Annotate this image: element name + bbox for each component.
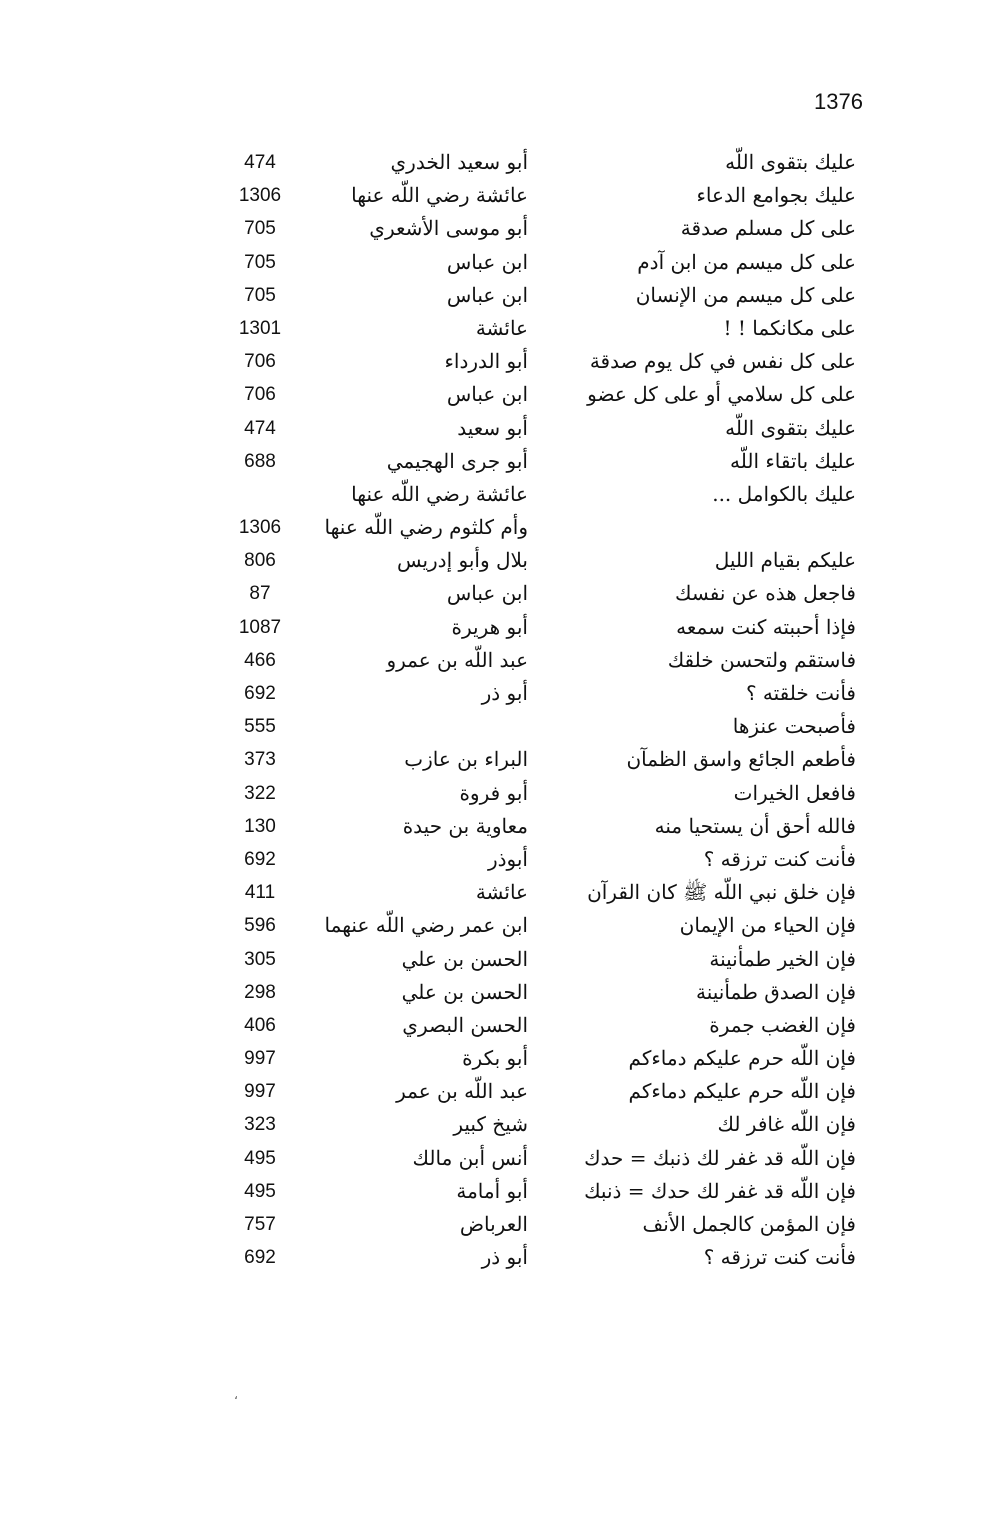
hadith-text: عليكم بقيام الليل	[714, 548, 856, 573]
index-row	[230, 212, 856, 245]
narrator-name: العرباض	[459, 1212, 528, 1236]
index-row	[230, 843, 856, 876]
page-reference: 466	[244, 649, 276, 671]
hadith-text: فافعل الخيرات	[733, 780, 856, 805]
hadith-text: فإن الحياء من الإيمان	[679, 913, 856, 938]
page-reference: 495	[244, 1180, 276, 1202]
narrator-name: ابن عباس	[446, 382, 528, 407]
page-reference: 1301	[238, 317, 282, 339]
narrator-name: الحسن بن علي	[401, 946, 528, 971]
narrator-name: عبد اللّه بن عمر	[396, 1079, 528, 1104]
index-row	[230, 1208, 856, 1241]
hadith-text: فإن خلق نبي اللّه ﷺ كان القرآن	[587, 880, 856, 905]
index-row	[230, 312, 856, 345]
page-reference: 705	[244, 218, 276, 240]
narrator-name: ابن عباس	[446, 249, 528, 274]
hadith-text: فإن اللّه حرم عليكم دماءكم	[628, 1079, 856, 1104]
page-reference: 705	[244, 284, 276, 306]
narrator-name	[318, 710, 528, 743]
page-reference	[230, 478, 290, 511]
index-row	[230, 1075, 856, 1108]
hadith-text: عليك بتقوى اللّه	[725, 150, 856, 174]
narrator-name: أبو سعيد الخدري	[390, 150, 528, 174]
hadith-text: عليك بجوامع الدعاء	[696, 183, 856, 208]
page-reference: 87	[249, 583, 271, 605]
page-reference: 706	[244, 351, 276, 373]
narrator-name: أبو سعيد	[457, 415, 528, 440]
hadith-text: فإن اللّه قد غفر لك حدك = ذنبك	[584, 1178, 856, 1203]
narrator-name: أنس أبن مالك	[412, 1145, 528, 1170]
page-reference: 1306	[238, 517, 282, 539]
index-row	[230, 710, 856, 743]
hadith-text: فإذا أحببته كنت سمعه	[676, 614, 856, 639]
page-reference: 322	[244, 782, 276, 804]
narrator-name: أبو موسى الأشعري	[369, 216, 528, 241]
hadith-text: عليك باتقاء اللّه	[730, 448, 856, 473]
page-reference: 555	[244, 716, 276, 738]
page-reference: 692	[244, 683, 276, 704]
narrator-name: وأم كلثوم رضي اللّه عنها	[324, 515, 528, 540]
page-reference: 688	[244, 450, 276, 472]
narrator-name: عبد اللّه بن عمرو	[386, 647, 528, 672]
narrator-name: أبو هريرة	[451, 614, 528, 639]
narrator-name: أبو ذر	[481, 1245, 528, 1270]
page-reference: 692	[244, 848, 276, 870]
narrator-name: معاوية بن حيدة	[402, 813, 528, 838]
index-row	[230, 511, 856, 544]
narrator-name: عائشة	[475, 880, 528, 905]
hadith-text: على كل ميسم من ابن آدم	[637, 249, 856, 274]
narrator-name: أبو الدرداء	[444, 349, 528, 374]
hadith-text: فأصبحت عنزها	[732, 714, 856, 739]
hadith-text: فأنت خلقته ؟	[745, 681, 856, 705]
index-row	[230, 1142, 856, 1175]
hadith-text: فاجعل هذه عن نفسك	[675, 581, 856, 606]
index-row	[230, 279, 856, 312]
index-row	[230, 909, 856, 942]
index-row	[230, 445, 856, 478]
page-reference: 596	[244, 915, 276, 937]
index-row	[230, 810, 856, 843]
page-reference: 1087	[238, 616, 282, 638]
narrator-name: أبو بكرة	[462, 1046, 528, 1071]
narrator-name: عائشة	[475, 315, 528, 340]
page-reference: 323	[244, 1114, 276, 1136]
narrator-name: شيخ كبير	[453, 1112, 528, 1137]
index-row	[230, 544, 856, 577]
narrator-name: عائشة رضي اللّه عنها	[351, 481, 528, 506]
hadith-text: فأنت كنت ترزقه ؟	[703, 1245, 856, 1270]
hadith-text: على مكانكما ! !	[723, 315, 856, 340]
narrator-name: ابن عباس	[446, 282, 528, 307]
page-reference: 705	[244, 251, 276, 273]
index-row	[230, 1175, 856, 1208]
page-reference: 806	[244, 550, 276, 572]
narrator-name: أبوذر	[487, 846, 528, 871]
page-reference: 692	[244, 1247, 276, 1269]
index-row	[230, 577, 856, 610]
index-row	[230, 378, 856, 411]
index-row	[230, 179, 856, 212]
narrator-name: الحسن بن علي	[401, 979, 528, 1004]
index-row	[230, 1241, 856, 1274]
stray-mark: ،	[234, 1388, 238, 1402]
hadith-text: فإن الغضب جمرة	[709, 1012, 856, 1037]
hadith-text: فإن الخير طمأنينة	[709, 946, 856, 971]
index-row	[230, 677, 856, 710]
page-reference: 474	[244, 417, 276, 439]
index-row	[230, 876, 856, 909]
narrator-name: عائشة رضي اللّه عنها	[351, 183, 528, 208]
hadith-text: فاستقم ولتحسن خلقك	[667, 647, 856, 672]
index-row	[230, 412, 856, 445]
hadith-text: فإن المؤمن كالجمل الأنف	[642, 1212, 856, 1236]
hadith-text: فالله أحق أن يستحيا منه	[654, 813, 856, 838]
hadith-text: عليك بالكوامل ...	[712, 481, 856, 506]
narrator-name: أبو ذر	[481, 681, 528, 705]
index-row	[230, 644, 856, 677]
index-row	[230, 1108, 856, 1141]
page-reference: 757	[244, 1214, 276, 1235]
page-reference: 305	[244, 948, 276, 970]
hadith-text: فإن الصدق طمأنينة	[696, 979, 856, 1004]
index-row	[230, 478, 856, 511]
hadith-text: فأنت كنت ترزقه ؟	[703, 846, 856, 871]
hadith-index-table	[230, 146, 856, 1274]
page-reference: 298	[244, 981, 276, 1003]
narrator-name: البراء بن عازب	[404, 747, 528, 772]
narrator-name: أبو أمامة	[456, 1178, 528, 1203]
index-row	[230, 743, 856, 776]
narrator-name: الحسن البصري	[402, 1012, 528, 1037]
hadith-text	[566, 511, 856, 544]
page-reference: 373	[244, 749, 276, 771]
page-reference: 706	[244, 384, 276, 406]
index-row	[230, 146, 856, 179]
index-row	[230, 777, 856, 810]
hadith-text: فإن اللّه قد غفر لك ذنبك = حدك	[584, 1145, 856, 1170]
page-number: 1376	[814, 89, 863, 114]
hadith-text: على كل نفس في كل يوم صدقة	[589, 349, 856, 374]
page-reference: 997	[244, 1081, 276, 1103]
hadith-text: فأطعم الجائع واسق الظمآن	[626, 747, 856, 772]
page-reference: 411	[244, 882, 276, 904]
index-row	[230, 976, 856, 1009]
hadith-text: فإن اللّه حرم عليكم دماءكم	[628, 1046, 856, 1071]
narrator-name: بلال وأبو إدريس	[396, 548, 528, 573]
hadith-text: على كل سلامي أو على كل عضو	[587, 382, 856, 407]
page-reference: 130	[244, 815, 276, 837]
page-reference: 997	[244, 1048, 276, 1070]
page-reference: 406	[244, 1014, 276, 1036]
page-reference: 1306	[238, 185, 282, 207]
index-row	[230, 345, 856, 378]
narrator-name: ابن عباس	[446, 581, 528, 606]
index-row	[230, 943, 856, 976]
hadith-text: على كل مسلم صدقة	[680, 216, 856, 241]
index-row	[230, 1009, 856, 1042]
page-reference: 495	[244, 1147, 276, 1169]
index-row	[230, 611, 856, 644]
narrator-name: أبو جرى الهجيمي	[386, 448, 528, 473]
hadith-text: على كل ميسم من الإنسان	[635, 282, 856, 307]
narrator-name: ابن عمر رضي اللّه عنهما	[324, 913, 528, 938]
narrator-name: أبو فروة	[459, 780, 528, 805]
hadith-text: عليك بتقوى اللّه	[725, 415, 856, 440]
index-row	[230, 1042, 856, 1075]
index-row	[230, 246, 856, 279]
page-reference: 474	[244, 152, 276, 173]
hadith-text: فإن اللّه غافر لك	[717, 1112, 856, 1137]
